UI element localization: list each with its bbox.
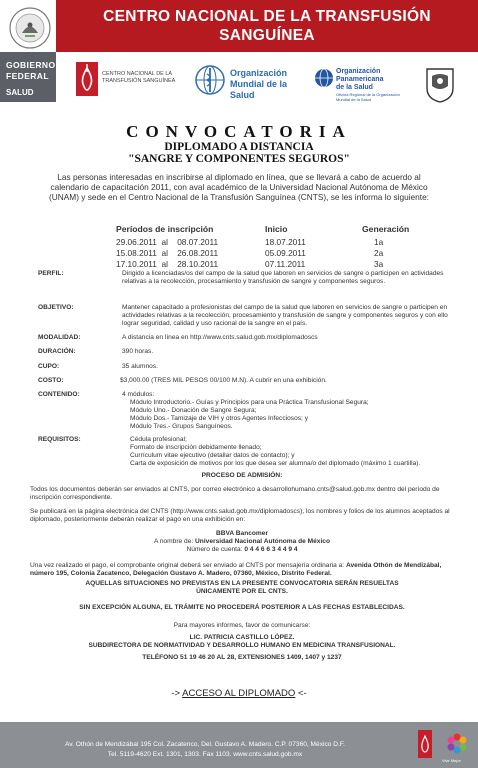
- contact-role: SUBDIRECTORA DE NORMATIVIDAD Y DESARROLLO HUMANO EN MEDICINA TRANSFUSIONAL.: [88, 642, 396, 649]
- duracion-text: 390 horas.: [122, 348, 154, 355]
- partner-logos: [56, 60, 478, 104]
- oms-line2: Mundial de la Salud: [230, 79, 288, 100]
- inicio-cell: 07.11.2011: [265, 259, 306, 269]
- contenido-intro: 4 módulos:: [122, 391, 155, 398]
- ops-line1: Organización: [336, 68, 381, 75]
- info-text: Para mayores informes, favor de comunicarse:: [173, 622, 311, 629]
- vivir-mejor-icon: [446, 732, 468, 754]
- ops-line2: Panamericana: [336, 76, 384, 83]
- cnts-logo-text: CENTRO NACIONAL DE LA TRANSFUSIÓN SANGUÍNEA: [102, 71, 176, 84]
- blood-drop-icon: [76, 62, 98, 96]
- requisitos-list: [122, 436, 452, 468]
- perfil-text: Dirigido a licenciadas/os del campo de la salud que laboren en servicios de sangre o participen en actividades relativas a la recolección, procesamiento y transfusión de sangre y componentes seguros.: [122, 270, 444, 285]
- mexico-seal-icon: [8, 6, 52, 50]
- contenido-list: [122, 391, 452, 431]
- unam-shield-icon: [424, 66, 456, 104]
- bank-beneficiary: [30, 538, 454, 546]
- bank-account-label: Número de cuenta:: [186, 546, 243, 553]
- ops-logo: [314, 68, 414, 104]
- federal-label: FEDERAL: [6, 71, 49, 81]
- proceso-paragraph-3: [30, 562, 454, 578]
- costo-label: COSTO:: [38, 377, 64, 384]
- periods-header-inicio: Inicio: [265, 224, 288, 234]
- list-item: Módulo Dos.- Tamizaje de VIH y otros Agentes Infecciosos; y: [130, 415, 308, 422]
- bank-account: [30, 546, 454, 554]
- periods-header-generacion: Generación: [362, 224, 410, 234]
- list-item: Módulo Uno.- Donación de Sangre Segura;: [130, 407, 257, 414]
- contact-phone: TELÉFONO 51 19 46 20 AL 28, EXTENSIONES 1409, 1407 y 1237: [142, 654, 342, 661]
- subtitle-diplomado: DIPLOMADO A DISTANCIA: [164, 141, 314, 153]
- oms-line1: Organización: [230, 68, 288, 78]
- bank-beneficiary-label: A nombre de:: [153, 538, 194, 545]
- proceso-p3-text: Una vez realizado el pago, el comprobante original deberá ser enviado al CNTS por mensajería ordinaria a:: [30, 562, 345, 569]
- vivir-mejor-label: Vivir Mejor: [442, 758, 461, 763]
- periodo-cell: 29.06.2011 al 08.07.2011: [116, 237, 219, 247]
- cupo-text: 35 alumnos.: [122, 363, 158, 370]
- page-footer: [0, 722, 478, 768]
- intro-paragraph: Las personas interesadas en inscribirse al diplomado en línea, que se llevará a cabo de acuerdo al calendario de capacitación 2011, con aval académico de la Universidad Nacional Autónoma de México (UNAM) y sede en el Centro Nacional de la Transfusión Sanguínea (CNTS), se les informa lo siguiente:: [49, 172, 429, 202]
- acceso-prefix: ->: [171, 688, 183, 699]
- contact-name: LIC. PATRICIA CASTILLO LÓPEZ.: [189, 634, 295, 641]
- warning-line-2: ÚNICAMENTE POR EL CNTS.: [196, 588, 288, 595]
- periodo-cell: 17.10.2011 al 28.10.2011: [116, 259, 219, 269]
- modalidad-text: A distancia en línea en http://www.cnts.salud.gob.mx/diplomadoscs: [122, 334, 318, 341]
- generacion-cell: 1a: [374, 237, 384, 247]
- acceso-row: [0, 688, 478, 699]
- bank-beneficiary-value: Universidad Nacional Autónoma de México: [195, 538, 331, 545]
- inicio-cell: 18.07.2011: [265, 237, 306, 247]
- gobierno-label: GOBIERNO: [6, 60, 56, 70]
- page-title: CONVOCATORIA: [126, 122, 352, 141]
- blood-drop-icon: [418, 730, 432, 758]
- list-item: Cédula profesional;: [130, 436, 187, 443]
- ops-logo-text: [336, 68, 383, 92]
- objetivo-label: OBJETIVO:: [38, 304, 74, 311]
- table-row: [0, 237, 478, 248]
- periods-header-periodo: Períodos de inscripción: [116, 224, 214, 234]
- who-emblem-icon: [194, 64, 226, 96]
- modalidad-label: MODALIDAD:: [38, 334, 81, 341]
- proceso-address: Avenida Othón de Mendizábal, número 195, Colonia Zacatenco, Delegación Gustavo A. Madero, 07360, México, Distrito Federal.: [30, 562, 442, 577]
- page-header: [0, 0, 478, 102]
- bank-name: BBVA Bancomer: [215, 530, 269, 537]
- acceso-diplomado-link[interactable]: ACCESO AL DIPLOMADO: [182, 688, 296, 699]
- cupo-label: CUPO:: [38, 363, 60, 370]
- oms-logo-text: [230, 68, 304, 101]
- contenido-label: CONTENIDO:: [38, 391, 80, 398]
- proceso-title: PROCESO DE ADMISIÓN:: [201, 472, 283, 479]
- warning-line-3: SIN EXCEPCIÓN ALGUNA, EL TRÁMITE NO PROCEDERÁ POSTERIOR A LAS FECHAS ESTABLECIDAS.: [79, 604, 405, 611]
- acceso-suffix: <-: [295, 688, 307, 699]
- perfil-label: PERFIL:: [38, 270, 64, 277]
- warning-line-1: AQUELLAS SITUACIONES NO PREVISTAS EN LA PRESENTE CONVOCATORIA SERÁN RESUELTAS: [85, 580, 399, 587]
- gobierno-federal-badge: [0, 52, 56, 102]
- requisitos-label: REQUISITOS:: [38, 436, 81, 443]
- list-item: Carta de exposición de motivos por los que desea ser alumna/o del diplomado (máximo 1 cuartilla).: [130, 460, 421, 467]
- bank-account-value: 0 4 4 6 6 3 4 4 9 4: [244, 546, 298, 553]
- objetivo-text: Mantener capacitado a profesionistas del campo de la salud que laboren en servicios de sangre o participen en actividades relativas a la recolección, procesamiento y transfusión de sangre y componentes seguros y con ello lograr seguridad, calidad y uso racional de la sangre en el país.: [122, 304, 448, 327]
- inicio-cell: 05.09.2011: [265, 248, 306, 258]
- duracion-label: DURACIÓN:: [38, 348, 76, 355]
- costo-text: $3,000.00 (TRES MIL PESOS 00/100 M.N). A cubrir en una exhibición.: [120, 377, 327, 384]
- generacion-cell: 3a: [374, 259, 384, 269]
- list-item: Formato de inscripción debidamente llenado;: [130, 444, 262, 451]
- proceso-paragraph-2: Se publicará en la página electrónica del CNTS (http://www.cnts.salud.gob.mx/diplomadoscs), los nombres y folios de los alumnos aceptados al diplomado, posteriormente deberán realizar el pago en una exhibición en:: [30, 508, 450, 523]
- cnts-logo: [76, 62, 186, 102]
- title-band: [56, 0, 478, 52]
- list-item: Módulo Introductorio.- Guías y Principios para una Práctica Transfusional Segura;: [130, 399, 369, 406]
- ops-line3: de la Salud: [336, 84, 373, 91]
- ops-sub-text: Oficina Regional de la Organización Mundial de la Salud: [336, 92, 400, 102]
- footer-contact: Tel. 5119-4620 Ext. 1301, 1303. Fax 1103. www.cnts.salud.gob.mx: [107, 751, 303, 758]
- header-title-line1: CENTRO NACIONAL DE LA TRANSFUSIÓN: [103, 8, 431, 25]
- table-row: [0, 248, 478, 259]
- list-item: Módulo Tres.- Grupos Sanguíneos.: [130, 423, 233, 430]
- proceso-paragraph-1: Todos los documentos deberán ser enviados al CNTS, por correo electrónico a desarrollohumano.cnts@salud.gob.mx dentro del período de inscripción correspondiente.: [30, 486, 440, 501]
- list-item: Currículum vitae ejecutivo (detallar datos de contacto); y: [130, 452, 295, 459]
- oms-logo: [194, 62, 304, 102]
- header-title-line2: SANGUÍNEA: [219, 27, 315, 44]
- periodo-cell: 15.08.2011 al 26.08.2011: [116, 248, 219, 258]
- footer-address: Av. Othón de Mendizábal 195 Col. Zacatenco, Del. Gustavo A. Madero. C.P. 07360, México D.F.: [64, 741, 346, 748]
- table-row: [0, 259, 478, 270]
- salud-label: SALUD: [6, 88, 34, 97]
- subtitle-name: "SANGRE Y COMPONENTES SEGUROS": [128, 153, 350, 165]
- paho-emblem-icon: [314, 68, 334, 90]
- generacion-cell: 2a: [374, 248, 384, 258]
